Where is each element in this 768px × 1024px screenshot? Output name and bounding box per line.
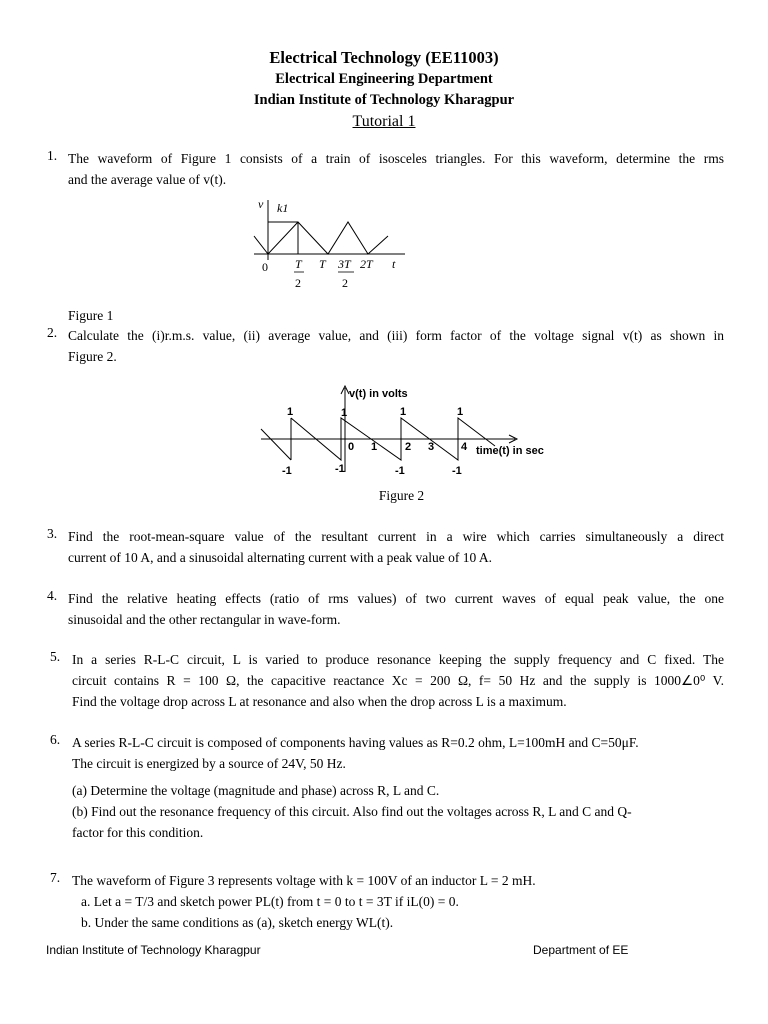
- tick-T: T: [319, 257, 326, 271]
- question-4: [68, 588, 724, 630]
- question-line: Find the relative heating effects (ratio of rms values) of two current waves of equal peak value, the one: [68, 591, 724, 606]
- question-number: 5.: [50, 649, 61, 664]
- question-line: In a series R-L-C circuit, L is varied to produce resonance keeping the supply frequency and C fixed. The: [72, 652, 724, 667]
- y-axis-label: v(t) in volts: [349, 388, 408, 400]
- question-line: Calculate the (i)r.m.s. value, (ii) average value, and (iii) form factor of the voltage signal v(t) as shown in: [68, 328, 724, 343]
- tutorial-label: Tutorial 1: [352, 113, 416, 130]
- question-line: The waveform of Figure 1 consists of a train of isosceles triangles. For this waveform, determine the rms: [68, 151, 724, 166]
- question-5: [72, 649, 724, 712]
- question-number: 7.: [50, 870, 61, 885]
- trough-label: -1: [395, 465, 405, 477]
- question-6: [72, 732, 712, 843]
- figure-2-caption: Figure 2: [378, 488, 425, 503]
- question-line: circuit contains R = 100 Ω, the capacitive reactance Xc = 200 Ω, f= 50 Hz and the supply is 1000∠0⁰ V.: [72, 673, 724, 688]
- question-7: [72, 870, 712, 933]
- v-axis-label: v: [258, 197, 264, 211]
- department-name: Electrical Engineering Department: [275, 71, 493, 87]
- tick-3T-half-denominator: 2: [342, 276, 348, 290]
- question-line: a. Let a = T/3 and sketch power PL(t) from t = 0 to t = 3T if iL(0) = 0.: [81, 894, 459, 909]
- peak-label: 1: [400, 406, 407, 418]
- question-line: (b) Find out the resonance frequency of this circuit. Also find out the voltages across R, L and C and Q-: [72, 804, 632, 819]
- question-number: 3.: [47, 526, 58, 541]
- question-line: Figure 2.: [68, 349, 117, 364]
- x-tick: 0: [348, 441, 355, 453]
- tutorial-heading: [0, 113, 768, 131]
- trough-label: -1: [335, 463, 345, 475]
- x-axis-label: time(t) in sec: [476, 445, 544, 457]
- wave-segment: [261, 429, 291, 460]
- question-line: Find the root-mean-square value of the resultant current in a wire which carries simultaneously a direct: [68, 529, 724, 544]
- trough-label: -1: [452, 465, 462, 477]
- tick-2T: 2T: [360, 257, 373, 271]
- question-line: and the average value of v(t).: [68, 172, 227, 187]
- question-line: The waveform of Figure 3 represents voltage with k = 100V of an inductor L = 2 mH.: [72, 873, 536, 888]
- question-number: 6.: [50, 732, 61, 747]
- x-tick: 2: [405, 441, 412, 453]
- figure-1-caption: Figure 1: [68, 308, 114, 323]
- tick-T-half-numerator: T: [295, 257, 302, 271]
- question-line: Find the voltage drop across L at resonance and also when the drop across L is a maximum.: [72, 694, 567, 709]
- question-number: 4.: [47, 588, 58, 603]
- footer-institute: Indian Institute of Technology Kharagpur: [46, 943, 261, 957]
- k1-label: k1: [277, 201, 289, 215]
- question-line: A series R-L-C circuit is composed of components having values as R=0.2 ohm, L=100mH and C=50μF.: [72, 735, 639, 750]
- question-3: [68, 526, 724, 568]
- x-tick: 4: [461, 441, 468, 453]
- institute-name: Indian Institute of Technology Kharagpur: [253, 92, 515, 108]
- x-tick: 3: [428, 441, 435, 453]
- tick-t: t: [392, 257, 396, 271]
- question-line: sinusoidal and the other rectangular in wave-form.: [68, 612, 341, 627]
- peak-label: 1: [287, 406, 294, 418]
- trough-label: -1: [282, 465, 292, 477]
- peak-label: 1: [457, 406, 464, 418]
- question-line: (a) Determine the voltage (magnitude and phase) across R, L and C.: [72, 783, 440, 798]
- footer-department: Department of EE: [533, 943, 629, 957]
- question-2: [68, 325, 724, 367]
- figure-1-triangle-waveform: [250, 196, 420, 296]
- question-line: factor for this condition.: [72, 825, 204, 840]
- question-line: b. Under the same conditions as (a), sketch energy WL(t).: [81, 915, 394, 930]
- question-line: The circuit is energized by a source of 24V, 50 Hz.: [72, 756, 346, 771]
- tick-T-half-denominator: 2: [295, 276, 301, 290]
- question-line: current of 10 A, and a sinusoidal alternating current with a peak value of 10 A.: [68, 550, 492, 565]
- x-tick: 1: [371, 441, 378, 453]
- figure-2-sawtooth-waveform: [255, 380, 555, 480]
- peak-label: 1: [341, 407, 348, 419]
- tick-0: 0: [262, 260, 268, 274]
- course-title: Electrical Technology (EE11003): [269, 48, 499, 67]
- triangle-wave: [254, 222, 388, 254]
- question-number: 2.: [47, 325, 58, 340]
- tick-3T-half-numerator: 3T: [338, 257, 351, 271]
- question-1: [68, 148, 724, 190]
- question-number: 1.: [47, 148, 58, 163]
